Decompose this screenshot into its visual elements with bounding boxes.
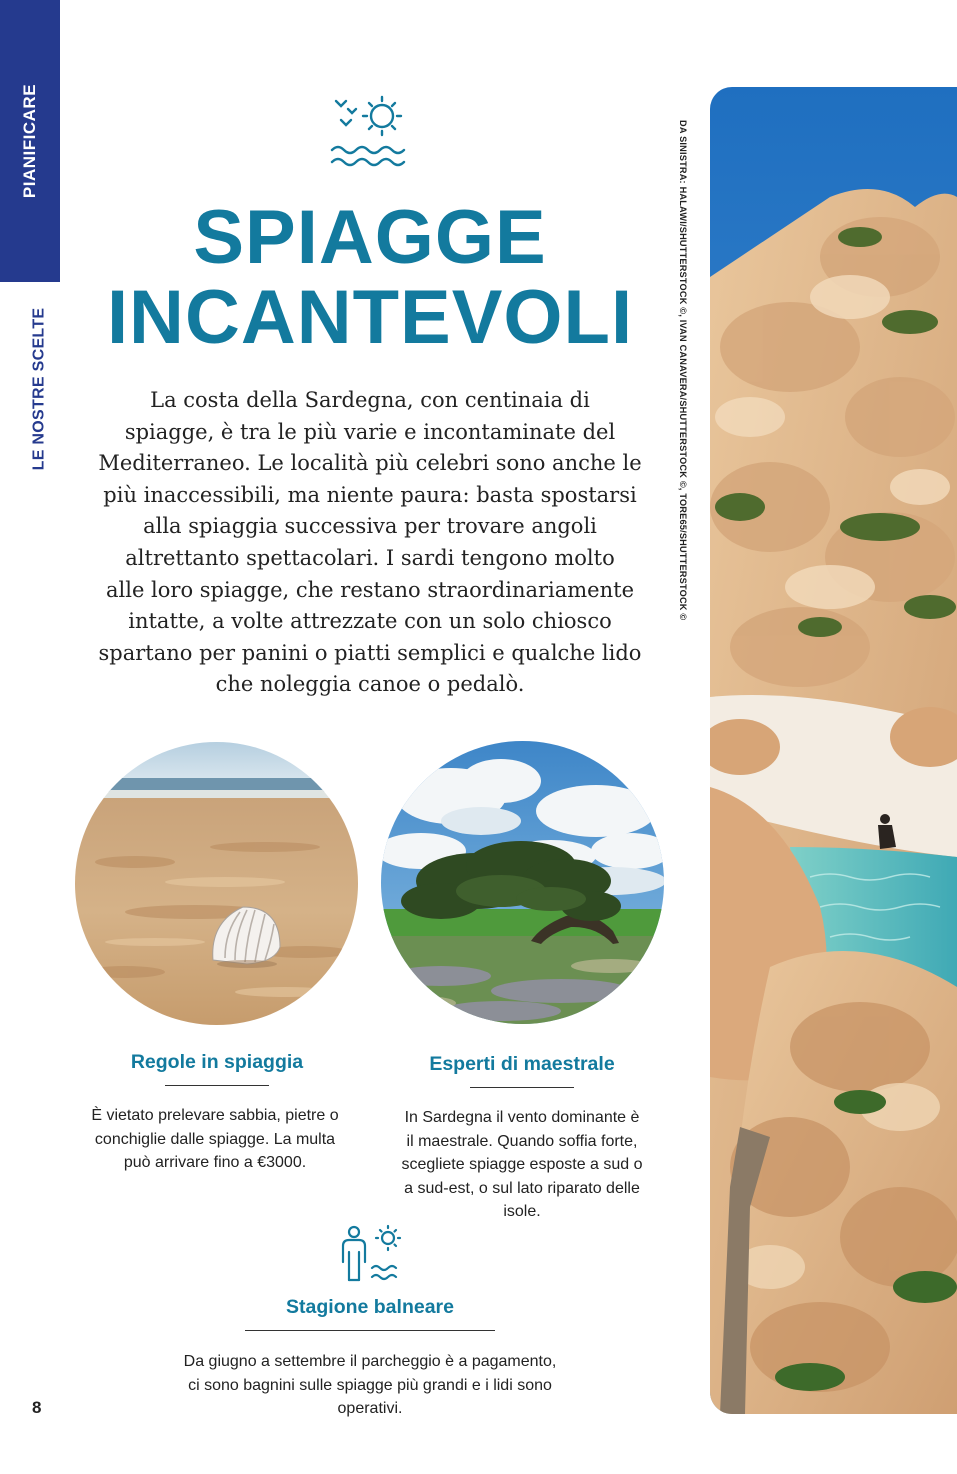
intro-paragraph xyxy=(70,385,670,701)
beach-shell-photo xyxy=(75,742,358,1025)
sun-waves-birds-icon xyxy=(328,94,410,172)
card-text-mistral xyxy=(367,1106,677,1224)
card-line: conchiglie dalle spiagge. La multa xyxy=(94,1130,336,1148)
sidebar-tab xyxy=(0,0,60,282)
intro-line: più inaccessibili, ma niente paura: basta spostarsi xyxy=(103,482,637,507)
card-divider xyxy=(165,1085,269,1086)
card-line: può arrivare fino a €3000. xyxy=(123,1154,307,1171)
card-line: È vietato prelevare sabbia, pietre o xyxy=(91,1107,339,1124)
intro-line: spiagge, è tra le più varie e incontaminate del xyxy=(124,419,616,444)
card-line: a sud-est, o sul lato riparato delle xyxy=(404,1179,640,1197)
season-line: Da giugno a settembre il parcheggio è a pagamento, xyxy=(183,1353,557,1370)
swimmer-sun-icon xyxy=(338,1224,404,1284)
card-text-beach-rules xyxy=(60,1104,370,1175)
intro-line: alle loro spiagge, che restano straordinariamente xyxy=(106,577,634,602)
season-line: operativi. xyxy=(337,1400,403,1417)
intro-line: alla spiaggia successiva per trovare angoli xyxy=(143,514,597,539)
intro-line: Mediterraneo. Le località più celebri sono anche le xyxy=(98,451,642,476)
page-title-line1: SPIAGGE xyxy=(193,195,547,280)
card-line: In Sardegna il vento dominante è xyxy=(404,1109,640,1126)
intro-line: spartano per panini o piatti semplici e qualche lido xyxy=(98,640,642,665)
windswept-tree-photo xyxy=(381,741,664,1024)
season-text xyxy=(130,1350,610,1421)
intro-line: che noleggia canoe o pedalò. xyxy=(215,672,525,697)
page-number: 8 xyxy=(32,1398,42,1417)
page-title-line2: INCANTEVOLI xyxy=(106,275,634,360)
intro-line: intatte, a volte attrezzate con un solo chiosco xyxy=(128,609,612,634)
card-heading-mistral: Esperti di maestrale xyxy=(429,1053,615,1075)
season-line: ci sono bagnini sulle spiagge più grandi e i lidi sono xyxy=(188,1376,552,1394)
section-label xyxy=(0,292,78,486)
intro-line: La costa della Sardegna, con centinaia di xyxy=(150,388,590,412)
card-heading-beach-rules: Regole in spiaggia xyxy=(130,1051,304,1073)
season-divider xyxy=(245,1330,495,1331)
coast-rocks-photo xyxy=(710,87,957,1414)
season-heading: Stagione balneare xyxy=(286,1296,454,1318)
card-divider xyxy=(470,1087,574,1088)
sidebar-tab-label: PIANIFICARE xyxy=(20,83,39,199)
photo-credit-text: DA SINISTRA: HALAWI/SHUTTERSTOCK ©, IVAN CANAVERA/SHUTTERSTOCK ©, TORE65/SHUTTERSTOCK © xyxy=(678,120,688,621)
card-line: isole. xyxy=(503,1203,541,1220)
card-line: il maestrale. Quando soffia forte, xyxy=(406,1132,638,1150)
card-line: scegliete spiagge esposte a sud o xyxy=(401,1156,643,1173)
photo-credit xyxy=(678,120,704,660)
intro-line: altrettanto spettacolari. I sardi tengono molto xyxy=(125,545,615,570)
section-label-text: LE NOSTRE SCELTE xyxy=(30,307,47,471)
